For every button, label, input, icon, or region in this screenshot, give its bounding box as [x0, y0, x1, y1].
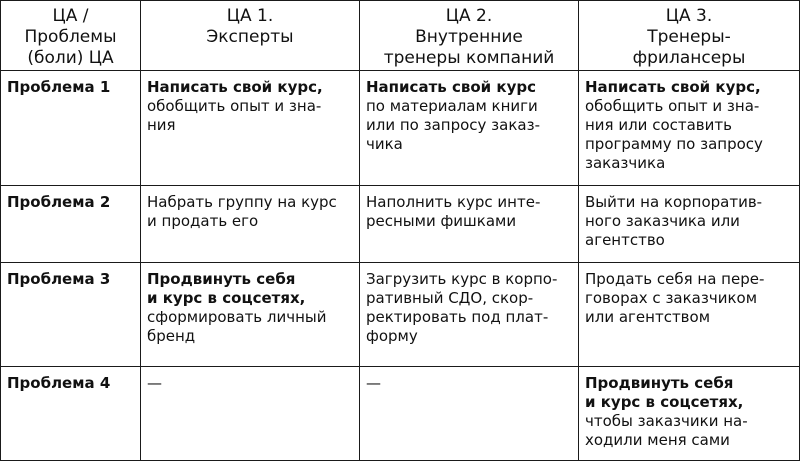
table-cell: Выйти на корпоратив- ного заказчика или агентство [579, 186, 800, 263]
table-cell: Набрать группу на курс и продать его [141, 186, 360, 263]
header-cell-ca2: ЦА 2. Внутренние тренеры компаний [360, 1, 579, 71]
table-cell: Написать свой курс, обобщить опыт и зна- ния [141, 71, 360, 186]
table-cell: Написать свой курс по материалам книги или по запросу заказ- чика [360, 71, 579, 186]
row-label: Проблема 1 [1, 71, 141, 186]
table-cell: Наполнить курс инте- ресными фишками [360, 186, 579, 263]
header-cell-ca-problems: ЦА / Проблемы (боли) ЦА [1, 1, 141, 71]
row-label: Проблема 3 [1, 263, 141, 367]
header-row [1, 1, 800, 71]
table-cell: Продать себя на пере- говорах с заказчиком или агентством [579, 263, 800, 367]
row-label: Проблема 4 [1, 367, 141, 461]
table-cell: — [141, 367, 360, 461]
table-row-problem-4 [1, 367, 800, 461]
table-row-problem-3 [1, 263, 800, 367]
row-label: Проблема 2 [1, 186, 141, 263]
table-cell: Загрузить курс в корпо- ративный СДО, скор- ректировать под плат- форму [360, 263, 579, 367]
header-cell-ca1: ЦА 1. Эксперты [141, 1, 360, 71]
header-cell-ca3: ЦА 3. Тренеры- фрилансеры [579, 1, 800, 71]
table-row-problem-1 [1, 71, 800, 186]
table-cell: — [360, 367, 579, 461]
table-row-problem-2 [1, 186, 800, 263]
table-cell: Продвинуть себя и курс в соцсетях, чтобы заказчики на- ходили меня сами [579, 367, 800, 461]
table-cell: Продвинуть себя и курс в соцсетях, сформировать личный бренд [141, 263, 360, 367]
table-cell: Написать свой курс, обобщить опыт и зна- ния или составить программу по запросу заказчика [579, 71, 800, 186]
